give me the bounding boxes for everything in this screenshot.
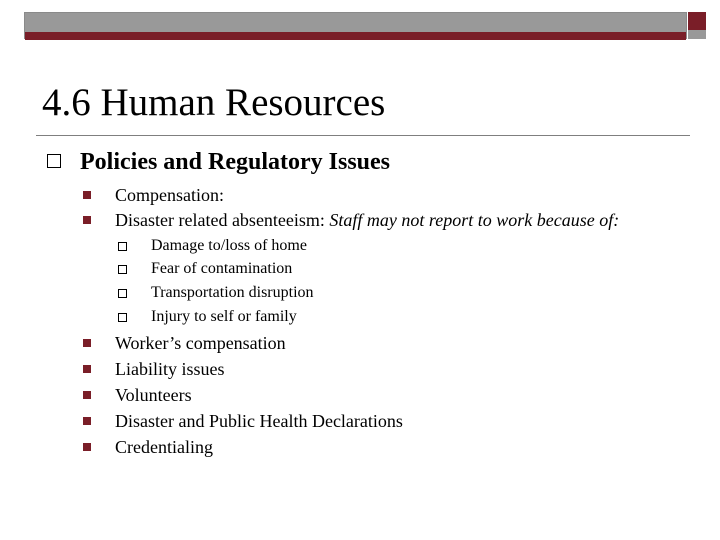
slide-title: 4.6 Human Resources	[42, 81, 386, 124]
subitem-transportation: Transportation disruption	[151, 284, 314, 301]
top-maroon-bar	[25, 32, 686, 40]
corner-gray-square	[688, 30, 706, 39]
subitem-injury: Injury to self or family	[151, 308, 297, 325]
filled-square-icon	[83, 417, 91, 425]
compensation-item: Compensation:	[115, 185, 224, 205]
top-gray-bar	[25, 13, 686, 32]
hollow-square-icon	[118, 242, 127, 251]
filled-square-icon	[83, 191, 91, 199]
absenteeism-emphasis: Staff may not report to work because of:	[329, 210, 620, 230]
corner-maroon-square	[688, 12, 706, 30]
credentialing-item: Credentialing	[115, 437, 213, 457]
absenteeism-label: Disaster related absenteeism:	[115, 210, 330, 230]
top-decoration-frame	[24, 12, 687, 39]
filled-square-icon	[83, 216, 91, 224]
filled-square-icon	[83, 339, 91, 347]
subitem-contamination: Fear of contamination	[151, 260, 293, 277]
filled-square-icon	[83, 365, 91, 373]
filled-square-icon	[83, 391, 91, 399]
volunteers-item: Volunteers	[115, 385, 192, 405]
filled-square-icon	[83, 443, 91, 451]
hollow-square-icon	[118, 265, 127, 274]
liability-item: Liability issues	[115, 359, 225, 379]
level1-bullet-icon	[47, 154, 61, 168]
title-underline	[36, 135, 690, 136]
absenteeism-item	[115, 209, 619, 231]
subitem-damage: Damage to/loss of home	[151, 237, 307, 254]
workers-compensation-item: Worker’s compensation	[115, 333, 286, 353]
declarations-item: Disaster and Public Health Declarations	[115, 411, 403, 431]
hollow-square-icon	[118, 313, 127, 322]
hollow-square-icon	[118, 289, 127, 298]
policies-heading: Policies and Regulatory Issues	[80, 149, 391, 175]
